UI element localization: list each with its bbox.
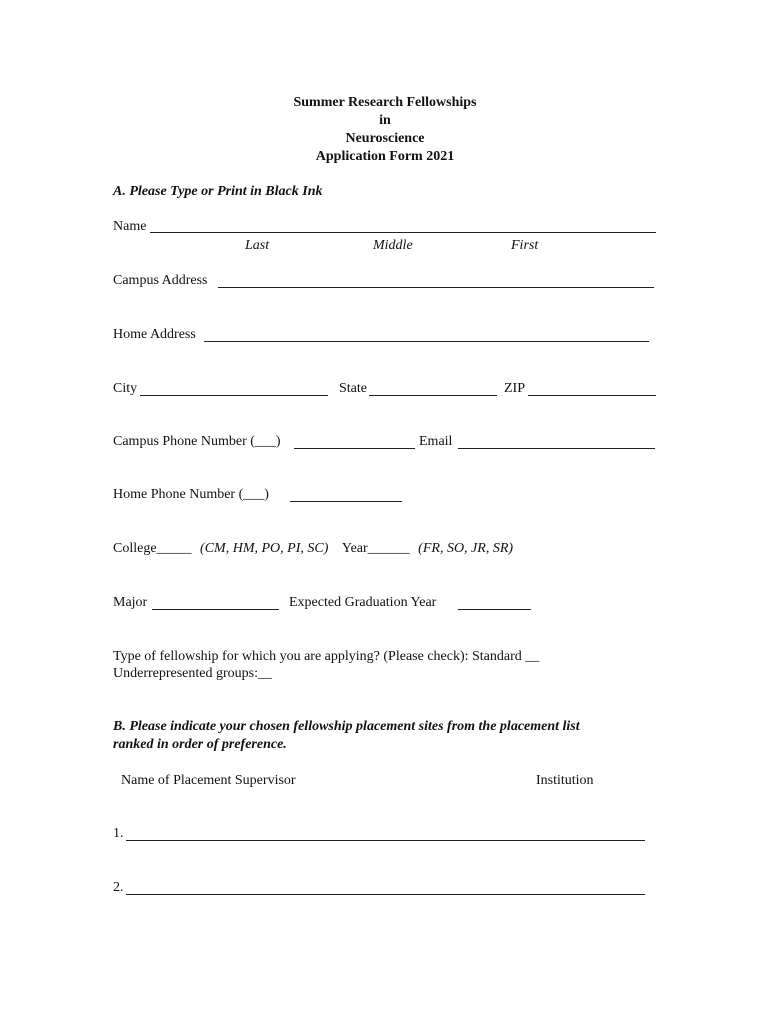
major-field[interactable] [152,609,279,610]
year-options: (FR, SO, JR, SR) [418,541,514,556]
college-row [113,541,513,557]
col-institution-header: Institution [536,773,594,788]
name-field[interactable] [150,232,656,233]
entry-1-label: 1. [113,826,124,841]
col-supervisor-header: Name of Placement Supervisor [121,773,296,788]
state-label: State [339,381,367,396]
entry-2-label: 2. [113,880,124,895]
name-middle-caption: Middle [373,238,413,253]
entry-1-field[interactable] [126,840,645,841]
state-field[interactable] [369,395,497,396]
year-label[interactable]: Year______ [341,541,410,556]
section-b-heading-line2: ranked in order of preference. [113,737,287,752]
city-label: City [113,381,138,396]
college-label[interactable]: College_____ [113,541,192,556]
name-label: Name [113,219,147,234]
zip-field[interactable] [528,395,656,396]
name-last-caption: Last [245,238,270,253]
fellowship-type-line1[interactable]: Type of fellowship for which you are applying? (Please check): Standard __ [113,649,540,664]
form-title-line3: Neuroscience [345,131,425,146]
campus-phone-label: Campus Phone Number (___) [113,434,281,449]
section-a-heading: A. Please Type or Print in Black Ink [113,184,323,199]
grad-year-label: Expected Graduation Year [289,595,437,610]
form-title-line1: Summer Research Fellowships [293,95,477,110]
home-phone-field[interactable] [290,501,402,502]
email-field[interactable] [458,448,655,449]
email-label: Email [419,434,453,449]
campus-address-label: Campus Address [113,273,208,288]
zip-label: ZIP [504,381,525,396]
name-first-caption: First [511,238,539,253]
city-field[interactable] [140,395,328,396]
fellowship-type-line2[interactable]: Underrepresented groups:__ [113,666,273,681]
section-b-heading-line1: B. Please indicate your chosen fellowship placement sites from the placement list [113,719,580,734]
home-address-field[interactable] [204,341,649,342]
campus-phone-field[interactable] [294,448,415,449]
home-address-label: Home Address [113,327,196,342]
entry-2-field[interactable] [126,894,645,895]
home-phone-label: Home Phone Number (___) [113,487,269,502]
college-options: (CM, HM, PO, PI, SC) [200,541,329,556]
grad-year-field[interactable] [458,609,531,610]
form-title-line4: Application Form 2021 [315,149,455,164]
campus-address-field[interactable] [218,287,654,288]
major-label: Major [113,595,148,610]
form-title-line2: in [379,113,391,128]
